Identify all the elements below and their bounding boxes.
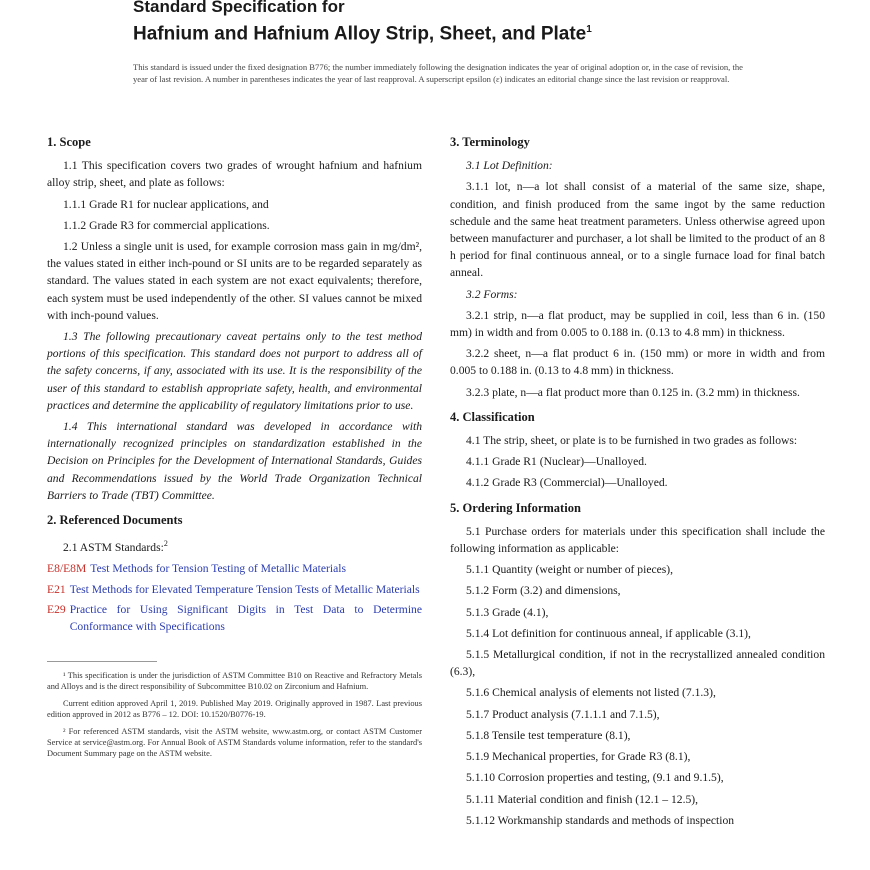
ordering-item: 5.1.5 Metallurgical condition, if not in the recrystallized annealed condition (6.3),: [450, 648, 825, 679]
title-block: [133, 0, 833, 46]
ordering-item: 5.1.6 Chemical analysis of elements not listed (7.1.3),: [466, 686, 716, 700]
ordering-item: 5.1.3 Grade (4.1),: [466, 605, 549, 619]
reference-title[interactable]: Test Methods for Elevated Temperature Tension Tests of Metallic Materials: [69, 582, 420, 596]
para-1-3: 1.3 The following precautionary caveat pertains only to the test method portions of this specification. This standard does not purport to address all of the safety concerns, if any, associated with its use. It is the responsibility of the user of this standard to establish appropriate safety, health, and environmental practices and determine the applicability of regulatory limitations prior to use.: [47, 330, 422, 412]
right-column: [450, 130, 825, 833]
para-4-1-1: 4.1.1 Grade R1 (Nuclear)—Unalloyed.: [466, 455, 647, 469]
para-2-1-footnote-mark: 2: [163, 539, 168, 549]
para-2-1: [47, 535, 422, 556]
para-2-1-text: 2.1 ASTM Standards:: [63, 541, 164, 555]
title-line-1: Standard Specification for: [133, 0, 345, 16]
reference-code[interactable]: E21: [47, 582, 66, 596]
reference-item[interactable]: [47, 560, 422, 577]
para-3-1-1: 3.1.1 lot, n—a lot shall consist of a material of the same size, shape, condition, and finish produced from the same ingot by the same reduction schedule and the same heat treatment parameters. Unless otherwise agreed upon between manufacturer and purchaser, a lot shall be limited to the product of an 8 h period for final continuous anneal, or to a single furnace load for final batch anneal.: [450, 180, 825, 280]
reference-title[interactable]: Practice for Using Significant Digits in Test Data to Determine Conformance with Specifications: [69, 602, 422, 633]
reference-title[interactable]: Test Methods for Tension Testing of Metallic Materials: [90, 562, 346, 576]
section-heading-classification: 4. Classification: [450, 409, 535, 424]
section-heading-scope: 1. Scope: [47, 135, 91, 149]
para-1-1-1: 1.1.1 Grade R1 for nuclear applications, and: [63, 197, 269, 211]
section-heading-terminology: 3. Terminology: [450, 135, 530, 149]
para-3-2-3: 3.2.3 plate, n—a flat product more than 0.125 in. (3.2 mm) in thickness.: [466, 385, 800, 399]
ordering-item: 5.1.8 Tensile test temperature (8.1),: [466, 728, 631, 742]
reference-code[interactable]: E8/E8M: [47, 562, 87, 576]
para-4-1: 4.1 The strip, sheet, or plate is to be furnished in two grades as follows:: [466, 434, 798, 448]
footnote-2: ² For referenced ASTM standards, visit the ASTM website, www.astm.org, or contact ASTM Customer Service at service@astm.org. For Annual Book of ASTM Standards volume information, refer to the standard's Document Summary page on the ASTM website.: [47, 727, 422, 759]
para-1-1: 1.1 This specification covers two grades of wrought hafnium and hafnium alloy strip, sheet, and plate as follows:: [47, 159, 422, 190]
section-heading-references: 2. Referenced Documents: [47, 513, 183, 528]
title-footnote-mark: 1: [586, 24, 592, 35]
para-3-1: 3.1 Lot Definition:: [466, 159, 553, 173]
ordering-item: 5.1.11 Material condition and finish (12.1 – 12.5),: [466, 792, 699, 806]
para-1-1-2: 1.1.2 Grade R3 for commercial applications.: [63, 218, 270, 232]
ordering-item: 5.1.7 Product analysis (7.1.1.1 and 7.1.5),: [466, 707, 660, 721]
para-1-2: 1.2 Unless a single unit is used, for example corrosion mass gain in mg/dm², the values stated in either inch-pound or SI units are to be regarded separately as standard. The values stated in each system are not exact equivalents; therefore, each system must be used independently of the other. SI values cannot be mixed with inch-pound values.: [47, 240, 422, 322]
preamble: This standard is issued under the fixed designation B776; the number immediately following the designation indicates the year of original adoption or, in the case of revision, the year of last revision. A number in parentheses indicates the year of last reapproval. A superscript epsilon (ε) indicates an editorial change since the last revision or reapproval.: [133, 62, 743, 84]
ordering-item: 5.1.4 Lot definition for continuous anneal, if applicable (3.1),: [466, 626, 751, 640]
footnote-1: ¹ This specification is under the jurisdiction of ASTM Committee B10 on Reactive and Refractory Metals and Alloys and is the direct responsibility of Subcommittee B10.02 on Zirconium and Hafnium.: [47, 671, 422, 692]
ordering-item: 5.1.12 Workmanship standards and methods of inspection: [466, 813, 735, 827]
para-1-4: 1.4 This international standard was developed in accordance with internationally recognized principles on standardization established in the Decision on Principles for the Development of International Standards, Guides and Recommendations issued by the World Trade Organization Technical Barriers to Trade (TBT) Committee.: [47, 420, 422, 502]
title-text: Hafnium and Hafnium Alloy Strip, Sheet, and Plate: [133, 23, 587, 45]
reference-item[interactable]: [47, 601, 422, 635]
ordering-item: 5.1.10 Corrosion properties and testing, (9.1 and 9.1.5),: [466, 771, 724, 785]
ordering-item: 5.1.2 Form (3.2) and dimensions,: [466, 584, 621, 598]
ordering-item: 5.1.9 Mechanical properties, for Grade R3 (8.1),: [466, 750, 691, 764]
title-line-2: [133, 18, 833, 46]
para-5-1: 5.1 Purchase orders for materials under this specification shall include the following information as applicable:: [450, 524, 825, 556]
reference-item[interactable]: [47, 581, 422, 598]
para-3-2: 3.2 Forms:: [466, 287, 518, 301]
para-4-1-2: 4.1.2 Grade R3 (Commercial)—Unalloyed.: [466, 476, 668, 490]
footnote-1-edition: Current edition approved April 1, 2019. Published May 2019. Originally approved in 1987. Last previous edition approved in 2012 as B776 – 12. DOI: 10.1520/B0776-19.: [47, 699, 422, 720]
section-heading-ordering: 5. Ordering Information: [450, 500, 581, 515]
left-column: [47, 130, 422, 765]
footnote-divider: [47, 661, 157, 662]
reference-code[interactable]: E29: [47, 602, 66, 616]
ordering-item: 5.1.1 Quantity (weight or number of pieces),: [466, 563, 674, 577]
para-3-2-1: 3.2.1 strip, n—a flat product, may be supplied in coil, less than 6 in. (150 mm) in width and from 0.005 to 0.188 in. (0.13 to 4.8 mm) in thickness.: [450, 308, 825, 340]
para-3-2-2: 3.2.2 sheet, n—a flat product 6 in. (150 mm) or more in width and from 0.005 to 0.188 in. (0.13 to 4.8 mm) in thickness.: [450, 347, 825, 378]
